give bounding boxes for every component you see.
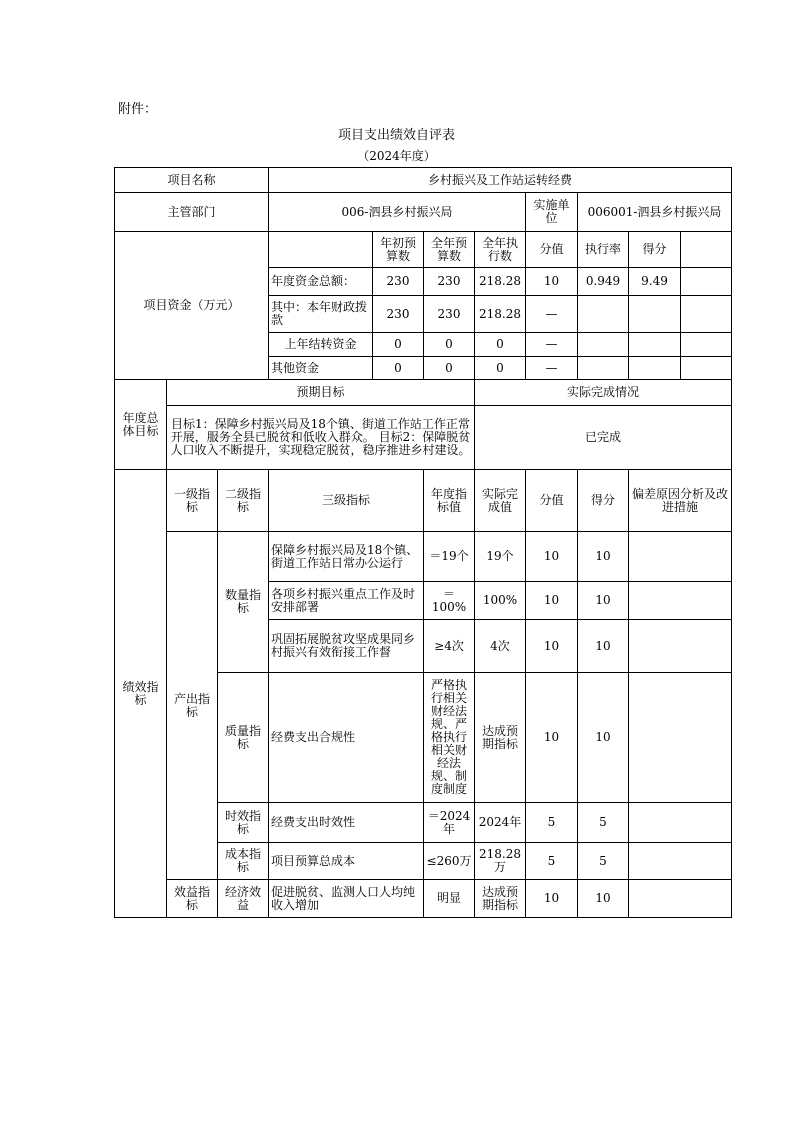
perf-header-row	[115, 470, 732, 532]
self-evaluation-table	[114, 167, 732, 918]
funds-row-annual: 230	[424, 296, 475, 333]
funds-row-rate	[578, 357, 629, 380]
perf-header-level3: 三级指标	[269, 470, 424, 532]
funds-header-annual: 全年预算数	[424, 232, 475, 268]
perf-score: 10	[578, 582, 629, 620]
perf-deviation	[629, 582, 732, 620]
funds-row-extra	[681, 296, 732, 333]
funds-row-executed: 0	[475, 333, 526, 357]
funds-row-score-value: —	[526, 357, 578, 380]
project-name-row	[115, 168, 732, 193]
funds-row-score-value: —	[526, 296, 578, 333]
funds-header-initial: 年初预算数	[373, 232, 424, 268]
perf-actual: 4次	[475, 620, 526, 673]
department-label: 主管部门	[115, 193, 269, 232]
funds-header-score-value: 分值	[526, 232, 578, 268]
perf-score-value: 5	[526, 803, 578, 843]
perf-target: ＝2024年	[424, 803, 475, 843]
funds-row-score	[629, 357, 681, 380]
funds-row-rate	[578, 333, 629, 357]
perf-target: ＝100%	[424, 582, 475, 620]
perf-score: 10	[578, 880, 629, 918]
funds-row-annual: 0	[424, 357, 475, 380]
perf-deviation	[629, 673, 732, 803]
department-row	[115, 193, 732, 232]
funds-row-label: 其中：本年财政拨款	[269, 296, 373, 333]
perf-header-target: 年度指标值	[424, 470, 475, 532]
perf-score: 10	[578, 532, 629, 582]
perf-actual: 达成预期指标	[475, 673, 526, 803]
implementing-unit-label: 实施单位	[526, 193, 578, 232]
project-name-value: 乡村振兴及工作站运转经费	[269, 168, 732, 193]
department-value: 006-泗县乡村振兴局	[269, 193, 526, 232]
funds-row-initial: 0	[373, 333, 424, 357]
perf-deviation	[629, 803, 732, 843]
funds-header-blank	[269, 232, 373, 268]
implementing-unit-value: 006001-泗县乡村振兴局	[578, 193, 732, 232]
funds-row-initial: 230	[373, 268, 424, 296]
perf-header-level1: 一级指标	[167, 470, 218, 532]
perf-header-deviation: 偏差原因分析及改进措施	[629, 470, 732, 532]
perf-target: ≤260万	[424, 843, 475, 880]
funds-row-annual: 0	[424, 333, 475, 357]
funds-header-extra	[681, 232, 732, 268]
funds-label: 项目资金（万元）	[115, 232, 269, 380]
perf-row	[115, 532, 732, 582]
perf-indicator: 经费支出合规性	[269, 673, 424, 803]
funds-row-annual: 230	[424, 268, 475, 296]
perf-indicator: 促进脱贫、监测人口人均纯收入增加	[269, 880, 424, 918]
quality-indicators-label: 质量指标	[218, 673, 269, 803]
perf-score-value: 10	[526, 673, 578, 803]
benefit-indicators-label: 效益指标	[167, 880, 218, 918]
funds-row-executed: 0	[475, 357, 526, 380]
attachment-label: 附件：	[118, 102, 158, 117]
perf-header-actual: 实际完成值	[475, 470, 526, 532]
project-name-label: 项目名称	[115, 168, 269, 193]
funds-row-rate	[578, 296, 629, 333]
funds-row-extra	[681, 333, 732, 357]
output-indicators-label: 产出指标	[167, 532, 218, 880]
funds-header-row	[115, 232, 732, 268]
perf-score: 5	[578, 803, 629, 843]
funds-row-score-value: 10	[526, 268, 578, 296]
funds-row-label: 其他资金	[269, 357, 373, 380]
funds-header-score: 得分	[629, 232, 681, 268]
perf-indicator: 项目预算总成本	[269, 843, 424, 880]
page-subtitle-year: （2024年度）	[357, 149, 436, 163]
funds-row-extra	[681, 357, 732, 380]
cost-indicators-label: 成本指标	[218, 843, 269, 880]
perf-indicator: 各项乡村振兴重点工作及时安排部署	[269, 582, 424, 620]
perf-deviation	[629, 620, 732, 673]
perf-indicators-label: 绩效指标	[115, 470, 167, 918]
perf-row	[115, 880, 732, 918]
perf-score: 5	[578, 843, 629, 880]
economic-benefit-label: 经济效益	[218, 880, 269, 918]
funds-row-label: 上年结转资金	[269, 333, 373, 357]
goals-header-row	[115, 380, 732, 406]
perf-actual: 218.28万	[475, 843, 526, 880]
perf-deviation	[629, 880, 732, 918]
perf-header-score: 得分	[578, 470, 629, 532]
perf-target: ≥4次	[424, 620, 475, 673]
funds-row-label: 年度资金总额：	[269, 268, 373, 296]
perf-actual: 2024年	[475, 803, 526, 843]
funds-row-executed: 218.28	[475, 268, 526, 296]
perf-deviation	[629, 843, 732, 880]
perf-indicator: 保障乡村振兴局及18个镇、街道工作站日常办公运行	[269, 532, 424, 582]
perf-indicator: 经费支出时效性	[269, 803, 424, 843]
perf-score-value: 10	[526, 620, 578, 673]
perf-score-value: 10	[526, 880, 578, 918]
perf-target: 明显	[424, 880, 475, 918]
perf-header-score-value: 分值	[526, 470, 578, 532]
perf-actual: 100%	[475, 582, 526, 620]
goals-content-row	[115, 406, 732, 470]
funds-row-initial: 230	[373, 296, 424, 333]
perf-score-value: 10	[526, 532, 578, 582]
quantity-indicators-label: 数量指标	[218, 532, 269, 673]
expected-goals-text: 目标1：保障乡村振兴局及18个镇、街道工作站工作正常开展，服务全县已脱贫和低收入群众。 目标2：保障脱贫人口收入不断提升，实现稳定脱贫，稳序推进乡村建设。	[167, 406, 475, 470]
funds-row-extra	[681, 268, 732, 296]
funds-header-rate: 执行率	[578, 232, 629, 268]
actual-completion-text: 已完成	[475, 406, 732, 470]
funds-row-initial: 0	[373, 357, 424, 380]
funds-row-score	[629, 333, 681, 357]
funds-row-rate: 0.949	[578, 268, 629, 296]
perf-target: ＝19个	[424, 532, 475, 582]
funds-row-executed: 218.28	[475, 296, 526, 333]
perf-score: 10	[578, 673, 629, 803]
expected-goals-header: 预期目标	[167, 380, 475, 406]
actual-completion-header: 实际完成情况	[475, 380, 732, 406]
page-title: 项目支出绩效自评表	[337, 128, 455, 143]
funds-header-executed: 全年执行数	[475, 232, 526, 268]
annual-goals-label: 年度总体目标	[115, 380, 167, 470]
perf-actual: 19个	[475, 532, 526, 582]
perf-indicator: 巩固拓展脱贫攻坚成果同乡村振兴有效衔接工作督	[269, 620, 424, 673]
perf-score-value: 10	[526, 582, 578, 620]
funds-row-score: 9.49	[629, 268, 681, 296]
perf-actual: 达成预期指标	[475, 880, 526, 918]
perf-score: 10	[578, 620, 629, 673]
funds-row-score-value: —	[526, 333, 578, 357]
perf-deviation	[629, 532, 732, 582]
perf-score-value: 5	[526, 843, 578, 880]
funds-row-score	[629, 296, 681, 333]
perf-header-level2: 二级指标	[218, 470, 269, 532]
perf-target: 严格执行相关财经法规、严格执行相关财经法规、制度制度	[424, 673, 475, 803]
timeliness-indicators-label: 时效指标	[218, 803, 269, 843]
